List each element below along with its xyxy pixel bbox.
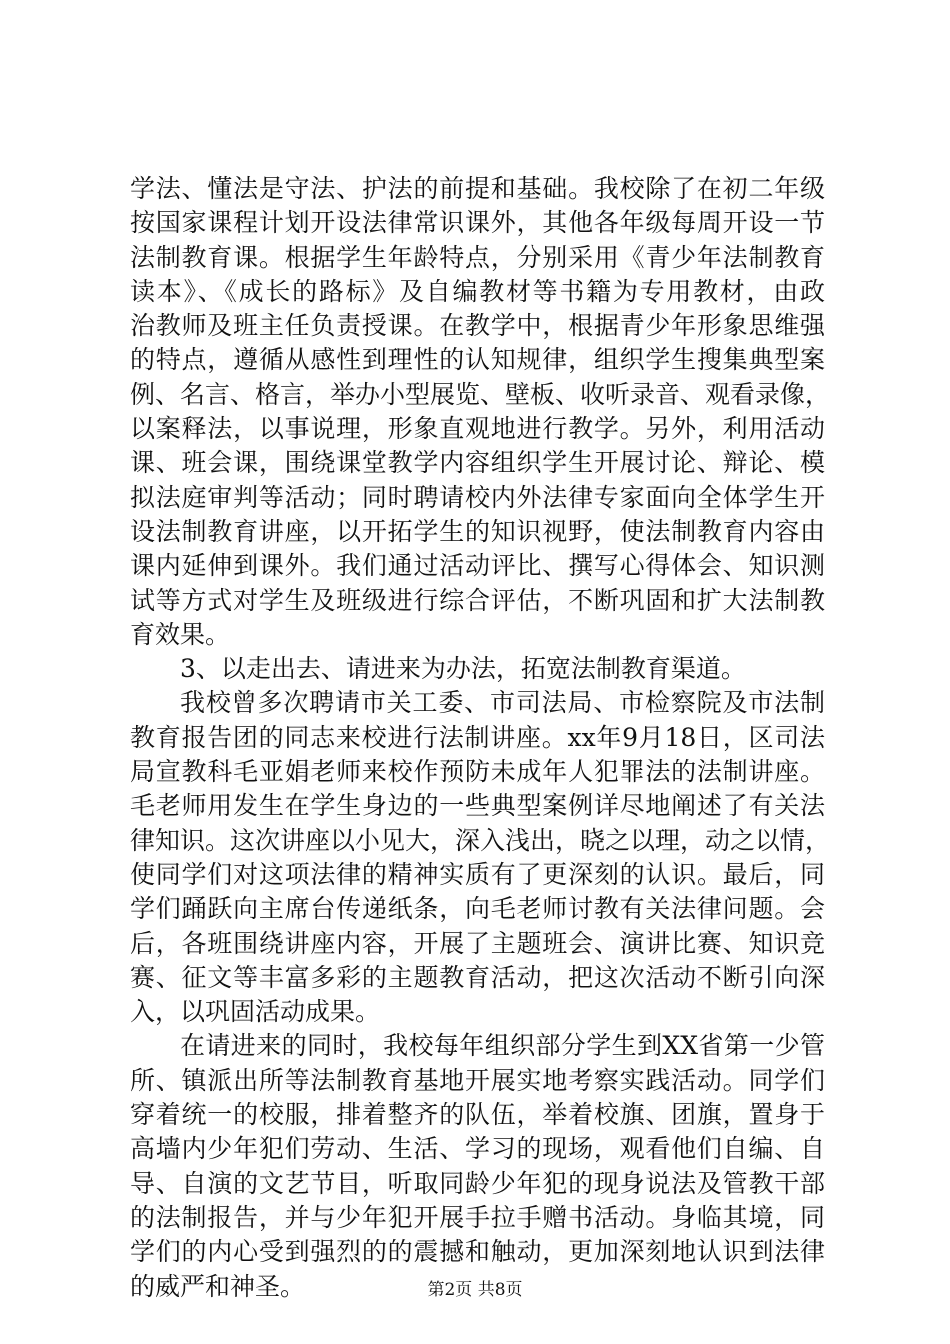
text-line: 赛、征文等丰富多彩的主题教育活动，把这次活动不断引向深 (130, 962, 825, 992)
text-line: 穿着统一的校服，排着整齐的队伍，举着校旗、团旗，置身于 (130, 1100, 825, 1130)
text-line: 治教师及班主任负责授课。在教学中，根据青少年形象思维强 (130, 311, 825, 341)
text-line: 我校曾多次聘请市关工委、市司法局、市检察院及市法制 (180, 688, 825, 718)
text-line: 的威严和神圣。 (130, 1271, 306, 1301)
text-line: 所、镇派出所等法制教育基地开展实地考察实践活动。同学们 (130, 1065, 825, 1095)
text-line: 高墙内少年犯们劳动、生活、学习的现场，观看他们自编、自 (130, 1134, 825, 1164)
text-line: 导、自演的文艺节目，听取同龄少年犯的现身说法及管教干部 (130, 1168, 825, 1198)
text-line: 课内延伸到课外。我们通过活动评比、撰写心得体会、知识测 (130, 551, 825, 581)
text-line: 的特点，遵循从感性到理性的认知规律，组织学生搜集典型案 (130, 345, 825, 375)
page-footer: 第2页 共8页 (427, 1280, 523, 1300)
text-line: 的法制报告，并与少年犯开展手拉手赠书活动。身临其境，同 (130, 1202, 825, 1232)
text-line: 律知识。这次讲座以小见大，深入浅出，晓之以理，动之以情， (130, 825, 831, 855)
text-line: 学们踊跃向主席台传递纸条，向毛老师讨教有关法律问题。会 (130, 894, 825, 924)
text-line: 3、以走出去、请进来为办法，拓宽法制教育渠道。 (180, 654, 746, 684)
text-line: 学们的内心受到强烈的的震撼和触动，更加深刻地认识到法律 (130, 1237, 825, 1267)
text-line: 以案释法，以事说理，形象直观地进行教学。另外，利用活动 (130, 414, 825, 444)
text-line: 后，各班围绕讲座内容，开展了主题班会、演讲比赛、知识竞 (130, 928, 825, 958)
text-line: 在请进来的同时，我校每年组织部分学生到XX省第一少管 (180, 1031, 825, 1061)
text-line: 按国家课程计划开设法律常识课外，其他各年级每周开设一节 (130, 208, 825, 238)
text-line: 教育报告团的同志来校进行法制讲座。xx年9月18日，区司法 (130, 722, 825, 752)
text-line: 试等方式对学生及班级进行综合评估，不断巩固和扩大法制教 (130, 585, 825, 615)
text-line: 设法制教育讲座，以开拓学生的知识视野，使法制教育内容由 (130, 516, 825, 546)
text-line: 法制教育课。根据学生年龄特点，分别采用《青少年法制教育 (130, 242, 825, 272)
text-line: 局宣教科毛亚娟老师来校作预防未成年人犯罪法的法制讲座。 (130, 757, 825, 787)
text-line: 入，以巩固活动成果。 (130, 997, 381, 1027)
document-body (130, 172, 831, 1304)
text-line: 拟法庭审判等活动；同时聘请校内外法律专家面向全体学生开 (130, 482, 825, 512)
text-line: 毛老师用发生在学生身边的一些典型案例详尽地阐述了有关法 (130, 791, 825, 821)
text-line: 例、名言、格言，举办小型展览、壁板、收听录音、观看录像， (130, 379, 831, 409)
text-line: 使同学们对这项法律的精神实质有了更深刻的认识。最后，同 (130, 859, 825, 889)
text-line: 育效果。 (130, 619, 231, 649)
text-line: 学法、懂法是守法、护法的前提和基础。我校除了在初二年级 (130, 174, 825, 203)
text-line: 读本》、《成长的路标》及自编教材等书籍为专用教材，由政 (130, 276, 825, 306)
text-line: 课、班会课，围绕课堂教学内容组织学生开展讨论、辩论、模 (130, 448, 825, 478)
